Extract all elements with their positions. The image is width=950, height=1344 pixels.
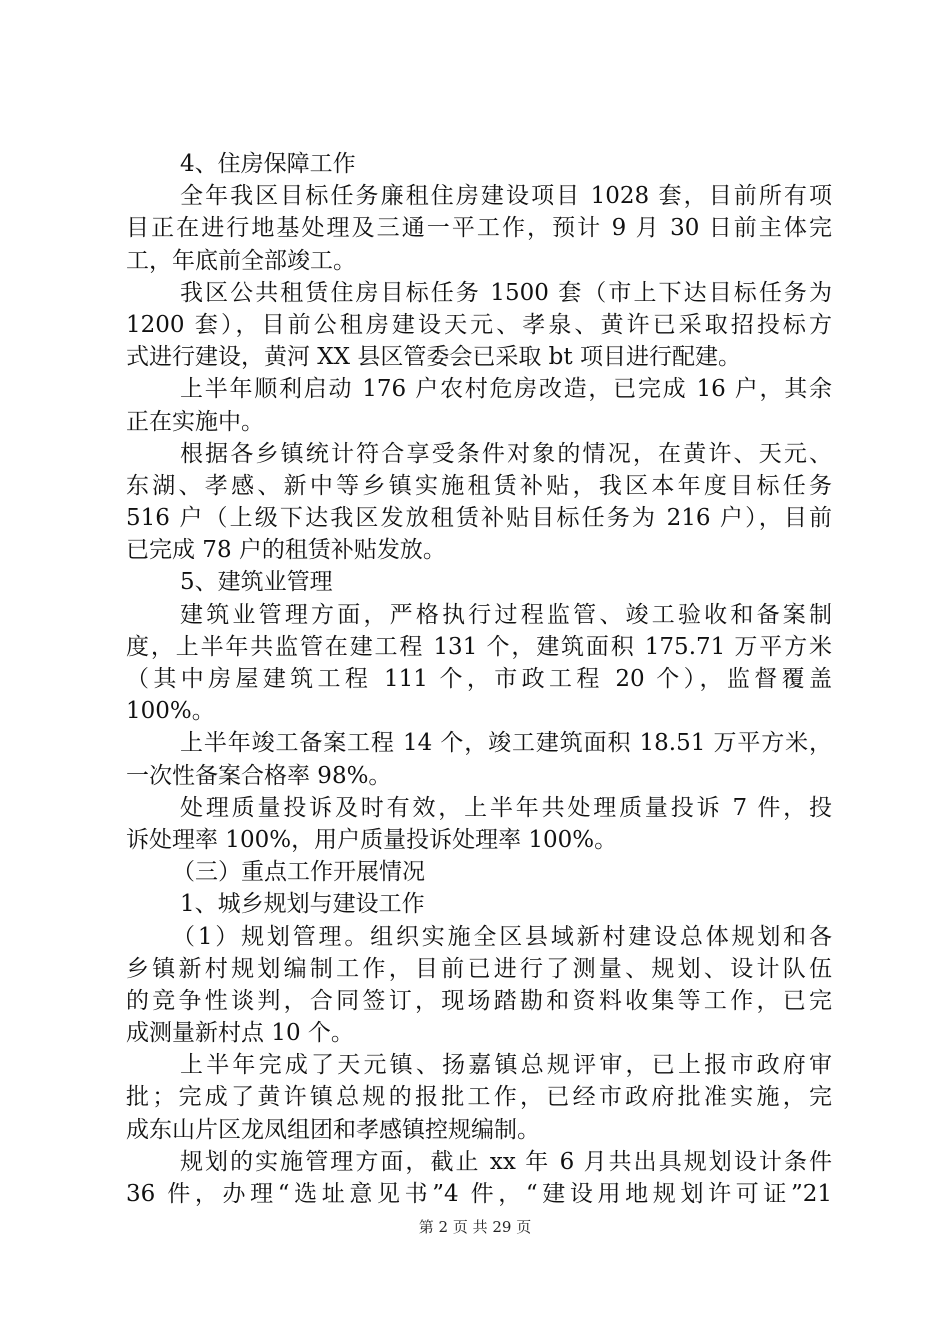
text-line: 上半年完成了天元镇、扬嘉镇总规评审，已上报市政府审 [180,1052,832,1079]
text-line: 东湖、孝感、新中等乡镇实施租赁补贴，我区本年度目标任务 [126,472,832,499]
text-line: 上半年顺利启动 176 户农村危房改造，已完成 16 户，其余 [180,376,832,403]
text-line: 5、建筑业管理 [180,569,333,596]
text-line: 工，年底前全部竣工。 [126,247,356,274]
text-line: 上半年竣工备案工程 14 个，竣工建筑面积 18.51 万平方米， [180,730,832,757]
text-line: 一次性备案合格率 98%。 [126,762,392,789]
text-line: （三）重点工作开展情况 [172,859,425,886]
text-line: 建筑业管理方面，严格执行过程监管、竣工验收和备案制 [180,601,832,628]
text-line: 全年我区目标任务廉租住房建设项目 1028 套，目前所有项 [180,183,832,210]
page-footer: 第 2 页 共 29 页 [418,1218,532,1236]
text-line: 根据各乡镇统计符合享受条件对象的情况，在黄许、天元、 [180,440,832,467]
text-line: 正在实施中。 [126,408,264,435]
text-line: 已完成 78 户的租赁补贴发放。 [126,537,446,564]
text-line: 乡镇新村规划编制工作，目前已进行了测量、规划、设计队伍 [126,955,832,982]
text-line: 批；完成了黄许镇总规的报批工作，已经市政府批准实施，完 [126,1084,832,1111]
text-line: 的竞争性谈判，合同签订，现场踏勘和资料收集等工作，已完 [126,987,832,1014]
text-line: 诉处理率 100%，用户质量投诉处理率 100%。 [126,826,618,853]
text-line: 1200 套），目前公租房建设天元、孝泉、黄许已采取招投标方 [126,311,832,338]
document-body [126,148,832,1210]
text-line: 度，上半年共监管在建工程 131 个，建筑面积 175.71 万平方米 [126,633,832,660]
text-line: 36 件，办理“选址意见书”4 件，“建设用地规划许可证”21 [126,1181,832,1207]
text-line: 100%。 [126,698,215,725]
text-line: 516 户（上级下达我区发放租赁补贴目标任务为 216 户），目前 [126,505,832,532]
text-line: 规划的实施管理方面，截止 xx 年 6 月共出具规划设计条件 [180,1148,832,1175]
text-line: 1、城乡规划与建设工作 [180,891,425,918]
text-line: 我区公共租赁住房目标任务 1500 套（市上下达目标任务为 [180,279,832,306]
text-line: 成测量新村点 10 个。 [126,1020,354,1047]
text-line: 处理质量投诉及时有效，上半年共处理质量投诉 7 件，投 [180,794,832,821]
text-line: 成东山片区龙凤组团和孝感镇控规编制。 [126,1116,540,1143]
text-line: 4、住房保障工作 [180,151,356,177]
text-line: （其中房屋建筑工程 111 个，市政工程 20 个），监督覆盖 [126,666,832,692]
text-line: （1）规划管理。组织实施全区县域新村建设总体规划和各 [172,923,832,950]
text-line: 式进行建设，黄河 XX 县区管委会已采取 bt 项目进行配建。 [126,344,741,371]
text-line: 目正在进行地基处理及三通一平工作，预计 9 月 30 日前主体完 [126,215,832,242]
